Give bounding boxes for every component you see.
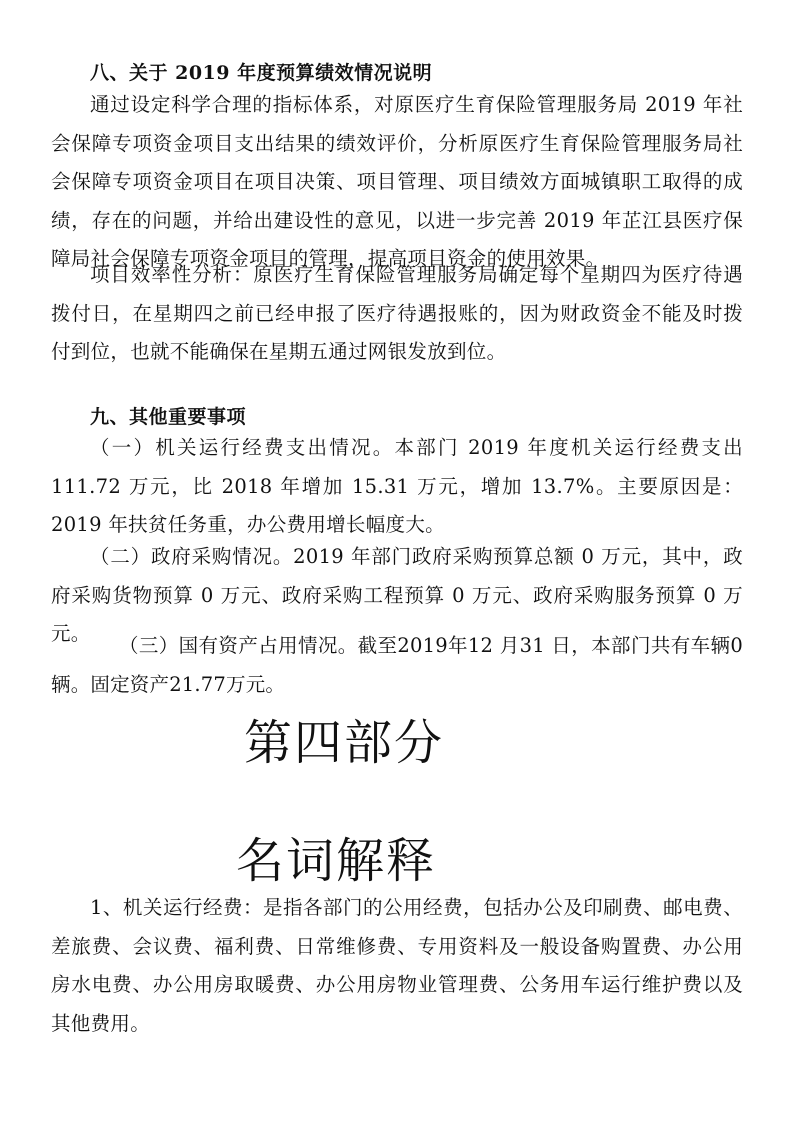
part-4-title: 第四部分	[244, 715, 445, 771]
section-8-heading: 八、关于 2019 年度预算绩效情况说明	[90, 62, 433, 84]
section-9-heading: 九、其他重要事项	[90, 406, 247, 428]
section-9-item-2: （二）政府采购情况。2019 年部门政府采购预算总额 0 万元，其中，政府采购货物预算 0 万元、政府采购工程预算 0 万元、政府采购服务预算 0 万元。	[51, 545, 743, 645]
part-4-subtitle: 名词解释	[236, 833, 437, 889]
section-9-item-1: （一）机关运行经费支出情况。本部门 2019 年度机关运行经费支出 111.72 万元，比 2018 年增加 15.31 万元，增加 13.7%。主要原因是：2019 年扶贫任务重，办公费用增长幅度大。	[51, 436, 743, 536]
section-8-paragraph-1: 通过设定科学合理的指标体系，对原医疗生育保险管理服务局 2019 年社会保障专项资金项目支出结果的绩效评价，分析原医疗生育保险管理服务局社会保障专项资金项目在项目决策、项目管理、项目绩效方面城镇职工取得的成绩，存在的问题，并给出建设性的意见，以进一步完善 2019 年芷江县医疗保障局社会保障专项资金项目的管理，提高项目资金的使用效果。	[51, 93, 743, 270]
section-8-paragraph-2: 项目效率性分析：原医疗生育保险管理服务局确定每个星期四为医疗待遇拨付日，在星期四之前已经申报了医疗待遇报账的，因为财政资金不能及时拨付到位，也就不能确保在星期五通过网银发放到位。	[51, 263, 743, 363]
section-9-item-3: （三）国有资产占用情况。截至2019年12 月31 日，本部门共有车辆0辆。固定资产21.77万元。	[51, 634, 743, 696]
term-definition-1: 1、机关运行经费：是指各部门的公用经费，包括办公及印刷费、邮电费、差旅费、会议费、福利费、日常维修费、专用资料及一般设备购置费、办公用房水电费、办公用房取暖费、办公用房物业管理费、公务用车运行维护费以及其他费用。	[51, 896, 743, 1035]
